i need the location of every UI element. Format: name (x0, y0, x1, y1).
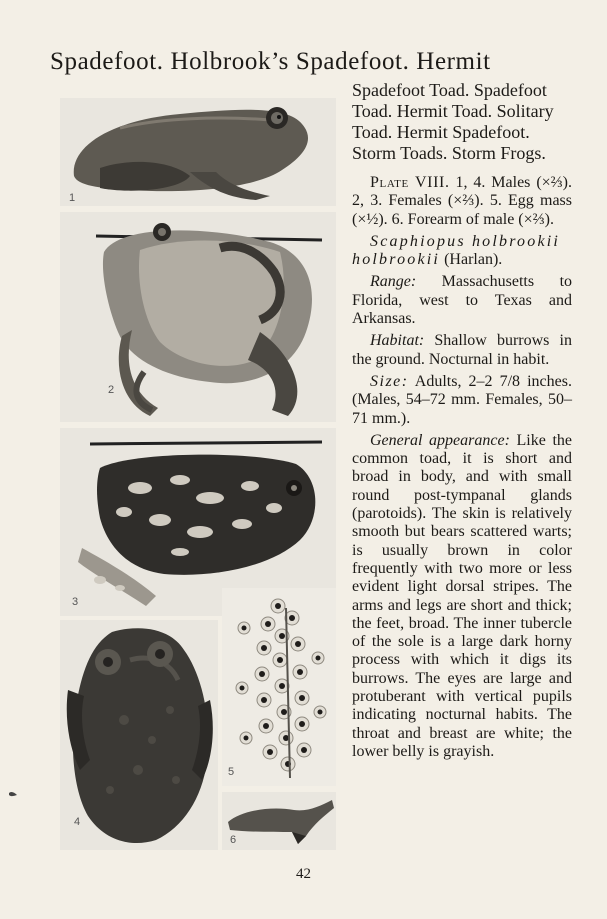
page-title: Spadefoot. Holbrook’s Spadefoot. Hermit (50, 48, 491, 75)
size-paragraph (352, 373, 572, 428)
plate-label: Plate VIII. (370, 174, 450, 191)
range-paragraph (352, 273, 572, 328)
general-appearance-paragraph (352, 432, 572, 761)
habitat-paragraph (352, 332, 572, 369)
size-text: Adults, 2–2 7/8 inches. (Males, 54–72 mm. Females, 50–71 mm.). (352, 372, 572, 427)
common-names: Spadefoot Toad. Spadefoot Toad. Hermit Toad. Solitary Toad. Hermit Spadefoot. Storm Toads. Storm Frogs. (352, 80, 554, 163)
size-label: Size: (370, 372, 409, 390)
figure-1-number: 1 (69, 192, 76, 204)
figure-2-number: 2 (108, 384, 115, 396)
figure-3-number: 3 (72, 596, 79, 608)
habitat-text: Shallow burrows in the ground. Nocturnal in habit. (352, 332, 573, 368)
plate-description: 1, 4. Males (×⅔). 2, 3. Females (×⅔). 5. Egg mass (×½). 6. Forearm of male (×⅔). (352, 174, 572, 228)
plate-caption (352, 174, 572, 229)
range-label: Range: (370, 273, 417, 291)
scientific-name-paragraph (352, 233, 572, 270)
scientific-name: Scaphiopus holbrookii holbrookii (352, 232, 561, 269)
figure-5-egg-mass-photo (222, 588, 336, 786)
figure-5-number: 5 (228, 766, 235, 778)
figure-4-number: 4 (74, 816, 81, 828)
range-text: Massachusetts to Florida, west to Texas and Arkansas. (352, 273, 573, 328)
margin-speck (8, 790, 18, 798)
figure-4-male-dorsal-photo (60, 620, 218, 850)
figure-2-female-ventral-photo (60, 212, 336, 422)
figure-6-forearm-photo (222, 792, 336, 850)
general-appearance-text: Like the common toad, it is short and broad in body, and with small round post-tympanal glands (parotoids). The skin is relatively smooth but bears scattered warts; is usually brown in color frequently with two more or less evident light dorsal stripes. The arms and legs are short and thick; the feet, broad. The inner tubercle of the sole is a large dark horny process with which it digs its burrows. The eyes are large and protuberant with vertical pupils indicating nocturnal habits. The throat and breast are white; the lower belly is grayish. (352, 431, 572, 760)
general-appearance-label: General appearance: (370, 431, 510, 449)
figure-6-number: 6 (230, 834, 237, 846)
text-column (352, 80, 572, 765)
plate-viii-photographs (60, 98, 336, 850)
figure-1-male-side-photo (60, 98, 336, 206)
page-number: 42 (296, 866, 311, 882)
scientific-author: (Harlan). (444, 251, 503, 269)
habitat-label: Habitat: (370, 332, 425, 350)
